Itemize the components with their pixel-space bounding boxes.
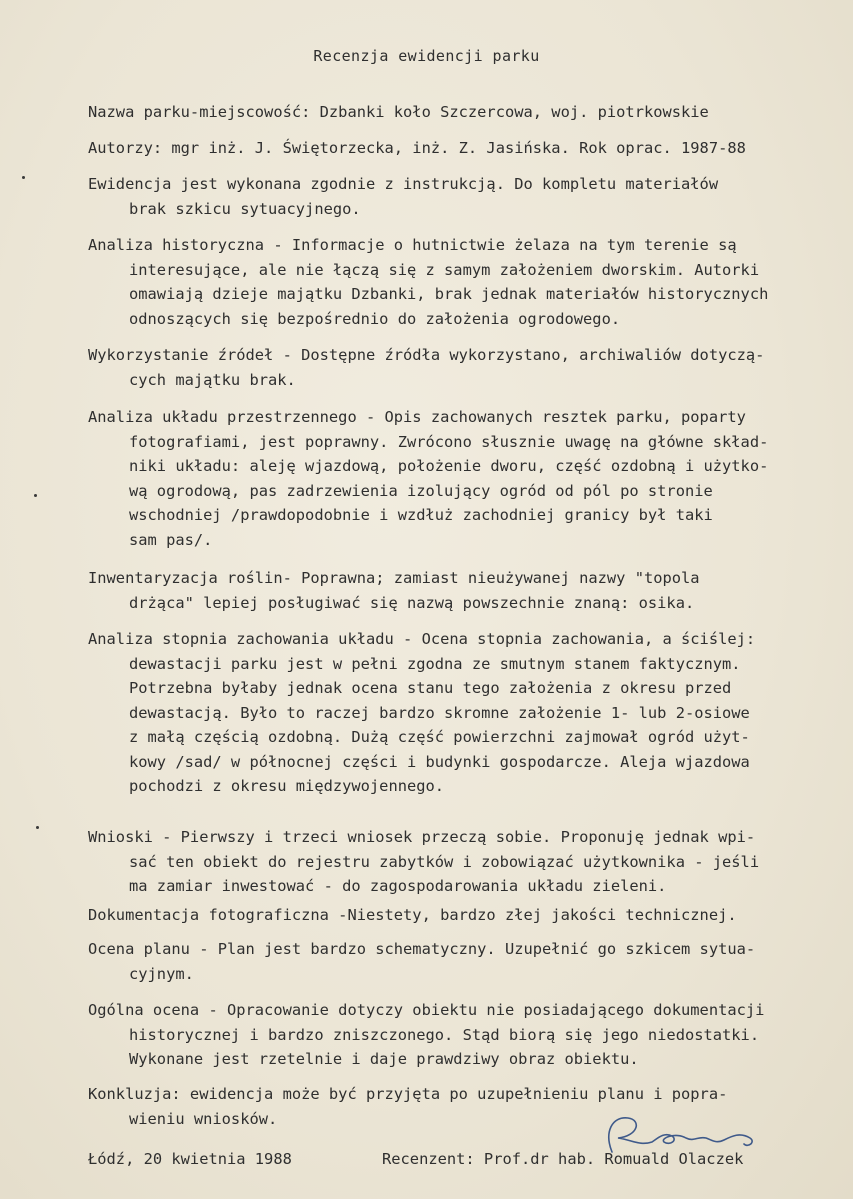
- place-date: Łódź, 20 kwietnia 1988: [88, 1150, 292, 1168]
- text-line: wą ogrodową, pas zadrzewienia izolujący ogród od pól po stronie: [129, 481, 713, 500]
- paper-speck: [22, 176, 25, 179]
- paragraph-conclusions: [88, 825, 818, 899]
- text-line: Wykonane jest rzetelnie i daje prawdziwy obraz obiektu.: [129, 1050, 639, 1068]
- text-line: Nazwa parku-miejscowość: Dzbanki koło Szczercowa, woj. piotrkowskie: [88, 103, 709, 121]
- text-line: z małą częścią ozdobną. Dużą część powierzchni zajmował ogród użyt-: [129, 728, 750, 746]
- text-line: dewastacji parku jest w pełni zgodna ze smutnym stanem faktycznym.: [129, 654, 741, 673]
- paragraph-spatial-analysis: [88, 405, 818, 552]
- text-line: interesujące, ale nie łączą się z samym założeniem dworskim. Autorki: [129, 260, 760, 279]
- text-line: Ogólna ocena - Opracowanie dotyczy obiektu nie posiadającego dokumentacji: [88, 1001, 765, 1019]
- text-line: wieniu wniosków.: [129, 1109, 278, 1128]
- paragraph-authors: [88, 136, 818, 161]
- text-line: pochodzi z okresu międzywojennego.: [129, 777, 445, 795]
- document-title: Recenzja ewidencji parku: [313, 47, 540, 65]
- text-line: cyjnym.: [129, 964, 194, 983]
- text-line: brak szkicu sytuacyjnego.: [129, 199, 361, 218]
- paper-speck: [36, 826, 39, 829]
- text-line: Inwentaryzacja roślin- Poprawna; zamiast nieużywanej nazwy "topola: [88, 569, 700, 587]
- text-line: fotografiami, jest poprawny. Zwrócono słusznie uwagę na główne skład-: [129, 432, 769, 451]
- text-line: Autorzy: mgr inż. J. Świętorzecka, inż. Z. Jasińska. Rok oprac. 1987-88: [88, 139, 746, 157]
- paper-speck: [34, 494, 37, 497]
- paragraph-preservation-analysis: [88, 627, 818, 799]
- text-line: sać ten obiekt do rejestru zabytków i zobowiązać użytkownika - jeśli: [129, 852, 760, 871]
- paragraph-compliance: [88, 172, 818, 221]
- paragraph-historical-analysis: [88, 233, 818, 331]
- paragraph-park-name: [88, 100, 818, 125]
- text-line: Konkluzja: ewidencja może być przyjęta po uzupełnieniu planu i popra-: [88, 1085, 728, 1103]
- paragraph-plan-evaluation: [88, 937, 818, 986]
- text-line: cych majątku brak.: [129, 370, 296, 389]
- reviewer-signature-line: Recenzent: Prof.dr hab. Romuald Olaczek: [382, 1150, 744, 1168]
- text-line: Analiza stopnia zachowania układu - Ocena stopnia zachowania, a ściślej:: [88, 630, 756, 648]
- text-line: Dokumentacja fotograficzna -Niestety, bardzo złej jakości technicznej.: [88, 906, 737, 924]
- paragraph-plant-inventory: [88, 566, 818, 615]
- text-line: sam pas/.: [129, 530, 213, 549]
- paragraph-sources: [88, 343, 818, 392]
- text-line: drżąca" lepiej posługiwać się nazwą powszechnie znaną: osika.: [129, 593, 695, 612]
- text-line: omawiają dzieje majątku Dzbanki, brak jednak materiałów historycznych: [129, 285, 769, 303]
- text-line: Wykorzystanie źródeł - Dostępne źródła wykorzystano, archiwaliów dotyczą-: [88, 346, 765, 364]
- text-line: Analiza historyczna - Informacje o hutnictwie żelaza na tym terenie są: [88, 236, 737, 254]
- text-line: dewastacją. Było to raczej bardzo skromne założenie 1- lub 2-osiowe: [129, 703, 750, 722]
- text-line: Potrzebna byłaby jednak ocena stanu tego założenia z okresu przed: [129, 679, 732, 697]
- text-line: niki układu: aleję wjazdową, położenie dworu, część ozdobną i użytko-: [129, 457, 769, 475]
- text-line: wschodniej /prawdopodobnie i wzdłuż zachodniej granicy był taki: [129, 506, 713, 524]
- text-line: ma zamiar inwestować - do zagospodarowania układu zieleni.: [129, 877, 667, 895]
- text-line: historycznej i bardzo zniszczonego. Stąd biorą się jego niedostatki.: [129, 1025, 760, 1044]
- text-line: Ocena planu - Plan jest bardzo schematyczny. Uzupełnić go szkicem sytua-: [88, 940, 756, 958]
- paragraph-photo-documentation: [88, 903, 818, 928]
- text-line: odnoszących się bezpośrednio do założenia ogrodowego.: [129, 309, 621, 328]
- text-line: Wnioski - Pierwszy i trzeci wniosek przeczą sobie. Proponuję jednak wpi-: [88, 828, 756, 846]
- text-line: kowy /sad/ w północnej części i budynki gospodarcze. Aleja wjazdowa: [129, 752, 750, 771]
- text-line: Analiza układu przestrzennego - Opis zachowanych resztek parku, poparty: [88, 408, 746, 426]
- text-line: Ewidencja jest wykonana zgodnie z instrukcją. Do kompletu materiałów: [88, 175, 719, 193]
- paragraph-general-evaluation: [88, 998, 818, 1072]
